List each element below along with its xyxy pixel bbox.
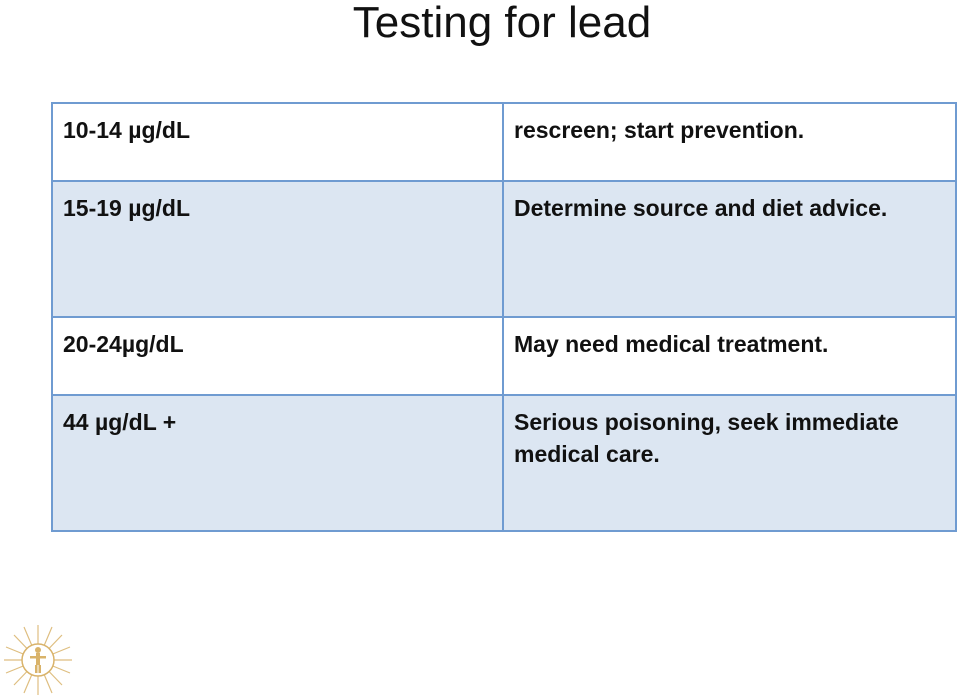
action-cell: Serious poisoning, seek immediate medical care. bbox=[503, 395, 956, 531]
table-row bbox=[52, 181, 956, 317]
action-cell: Determine source and diet advice. bbox=[503, 181, 956, 317]
level-cell: 10-14 µg/dL bbox=[52, 103, 503, 181]
table-row bbox=[52, 395, 956, 531]
slide-title: Testing for lead bbox=[352, 0, 652, 47]
table-row bbox=[52, 103, 956, 181]
action-cell: rescreen; start prevention. bbox=[503, 103, 956, 181]
university-seal-icon bbox=[2, 623, 74, 697]
table-row bbox=[52, 317, 956, 395]
level-cell: 44 µg/dL + bbox=[52, 395, 503, 531]
action-cell: May need medical treatment. bbox=[503, 317, 956, 395]
level-cell: 20-24µg/dL bbox=[52, 317, 503, 395]
level-cell: 15-19 µg/dL bbox=[52, 181, 503, 317]
lead-levels-table bbox=[51, 102, 957, 532]
